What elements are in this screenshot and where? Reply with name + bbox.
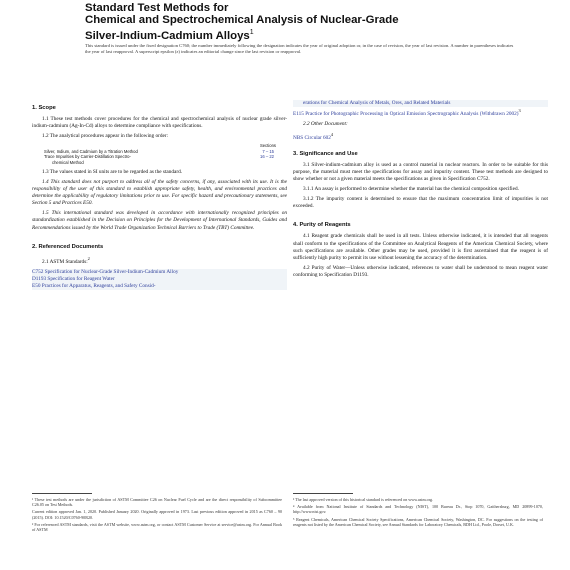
footnotes-right [293,497,543,529]
reference-e50[interactable] [32,283,287,290]
contents-label: chemical Method [52,159,84,165]
contents-header: Sections [259,143,276,149]
para-1-1: 1.1 These test methods cover procedures for the chemical and spectrochemical analysis of nuclear grade silver-indium-cadmium (Ag-In-Cd) alloys to determine compliance with specifications. [32,116,287,130]
procedures-contents [44,143,280,165]
reference-e50-continued[interactable] [293,100,548,107]
reference-title-continued[interactable]: erations for Chemical Analysis of Metals, Ores, and Related Materials [303,100,451,106]
contents-pages[interactable]: 16 – 22 [260,154,274,160]
designation-note: This standard is issued under the fixed designation C760; the number immediately following the designation indicates the year of original adoption or, in the case of revision, the year of last revision. A number in parentheses indicates the year of last reapproval. A superscript epsilon (ε) indicates an editorial change since the last revision or reapproval. [85,43,514,54]
reference-e115[interactable] [293,107,548,118]
footnotes-left [32,497,282,534]
reference-c752[interactable] [32,269,287,276]
reference-code[interactable]: D1193 [32,275,47,282]
reference-code[interactable]: E50 [32,282,41,289]
right-column [293,100,548,282]
astm-standards-text: 2.1 ASTM Standards: [42,258,88,265]
para-4-2: 4.2 Purity of Water—Unless otherwise indicated, references to water shall be understood to mean reagent water conforming to Specification D1193. [293,264,548,278]
title-line-3-text: Silver-Indium-Cadmium Alloys [85,29,250,42]
title-line-2: Chemical and Spectrochemical Analysis of Nuclear-Grade [85,14,399,27]
para-1-4: 1.4 This standard does not purport to address all of the safety concerns, if any, associated with its use. It is the responsibility of the user of this standard to establish appropriate safety, health, and environmental practices and determine the applicability of regulatory limitations prior to use. For specific hazard and precautionary statements, see Section 5 and Practices E50. [32,179,287,207]
para-1-2: 1.2 The analytical procedures appear in the following order: [42,133,169,140]
footnote: ¹ These test methods are under the jurisdiction of ASTM Committee C26 on Nuclear Fuel Cycle and are the direct responsibility of Subcommittee C26.05 on Test Methods. [32,497,282,508]
reference-code[interactable]: C752 [32,268,44,275]
title-line-3 [85,27,525,42]
para-4-1: 4.1 Reagent grade chemicals shall be used in all tests. Unless otherwise indicated, it is intended that all reagents shall conform to the specifications of the Committee on Analytical Reagents of the American Chemical Society, where such specifications are available. Other grades may be used, provided it is first ascertained that the reagent is of sufficiently high purity to permit its use without lessening the accuracy of the determination. [293,233,548,261]
referenced-documents-heading: 2. Referenced Documents [32,243,104,250]
significance-heading: 3. Significance and Use [293,150,358,157]
contents-label: Trace Impurities by Carrier-Distillation Spectro- [44,154,131,160]
reference-title[interactable]: Practice for Photographic Processing in Optical Emission Spectrographic Analysis (Withdrawn 2002) [305,110,519,117]
scope-heading: 1. Scope [32,105,56,111]
footnote-mark: 2 [87,255,90,261]
document-title [85,2,525,42]
reference-title[interactable]: Practices for Apparatus, Reagents, and Safety Consid- [41,282,156,289]
footnote: ⁵ Reagent Chemicals, American Chemical Society Specifications, American Chemical Society, Washington, DC. For suggestions on the testing of reagents not listed by the American Chemical Society, see Annual Standards for Laboratory Chemicals, BDH Ltd., Poole, Dorset, U.K. [293,516,543,527]
footnote-rule-left [32,493,92,494]
footnote-mark: 4 [330,132,334,138]
para-1-3: 1.3 The values stated in SI units are to be regarded as the standard. [42,168,183,175]
para-3-1: 3.1 Silver-indium-cadmium alloy is used as a control material in nuclear reactors. In order to be suitable for this purpose, the material must meet the specifications for assay and impurity content. These test methods are designed to show whether or not a given material meets the specifications as given in Specification C752. [293,161,548,183]
contents-row [44,160,280,165]
left-column [32,104,287,290]
para-3-1-2: 3.1.2 The impurity content is determined to ensure that the maximum concentration limit of impurities is not exceeded. [293,196,548,210]
footnote-rule-right [293,493,353,494]
contents-label: Silver, Indium, and Cadmium by a Titration Method [44,148,138,154]
nbs-circular[interactable]: NBS Circular 602 [293,134,331,141]
reference-code[interactable]: E115 [293,110,304,117]
footnote: Current edition approved Jan. 1, 2020. Published January 2020. Originally approved in 1973. Last previous edition approved in 2015 as C760 – 90 (2015). DOI: 10.1520/C0760-90R20. [32,509,282,520]
reference-title[interactable]: Specification for Nuclear-Grade Silver-Indium-Cadmium Alloy [44,268,179,275]
footnote: ⁴ Available from National Institute of Standards and Technology (NIST), 100 Bureau Dr., Stop 1070, Gaithersburg, MD 20899-1070, http://www.nist.gov. [293,504,543,515]
para-1-5: 1.5 This international standard was developed in accordance with internationally recognized principles on standardization established in the Decision on Principles for the Development of International Standards, Guides and Recommendations issued by the World Trade Organization Technical Barriers to Trade (TBT) Committee. [32,210,287,231]
contents-pages [274,160,280,165]
contents-pages[interactable]: 7 – 15 [262,148,274,154]
title-footnote-mark: 1 [249,28,254,36]
astm-standards-label [32,255,287,266]
reference-title[interactable]: Specification for Reagent Water [47,275,115,282]
footnote: ³ The last approved version of this historical standard is referenced on www.astm.org. [293,497,434,502]
purity-heading: 4. Purity of Reagents [293,222,351,229]
reference-nbs[interactable] [293,131,548,142]
footnote-mark: 3 [518,108,521,114]
footnote: ² For referenced ASTM standards, visit the ASTM website, www.astm.org, or contact ASTM Customer Service at service@astm.org. For Annual Book of ASTM [32,521,282,533]
title-line-1: Standard Test Methods for [85,2,229,14]
other-document-label: 2.2 Other Document: [303,120,348,127]
para-3-1-1: 3.1.1 An assay is performed to determine whether the material has the chemical composition specified. [303,186,519,193]
reference-d1193[interactable] [32,276,287,283]
